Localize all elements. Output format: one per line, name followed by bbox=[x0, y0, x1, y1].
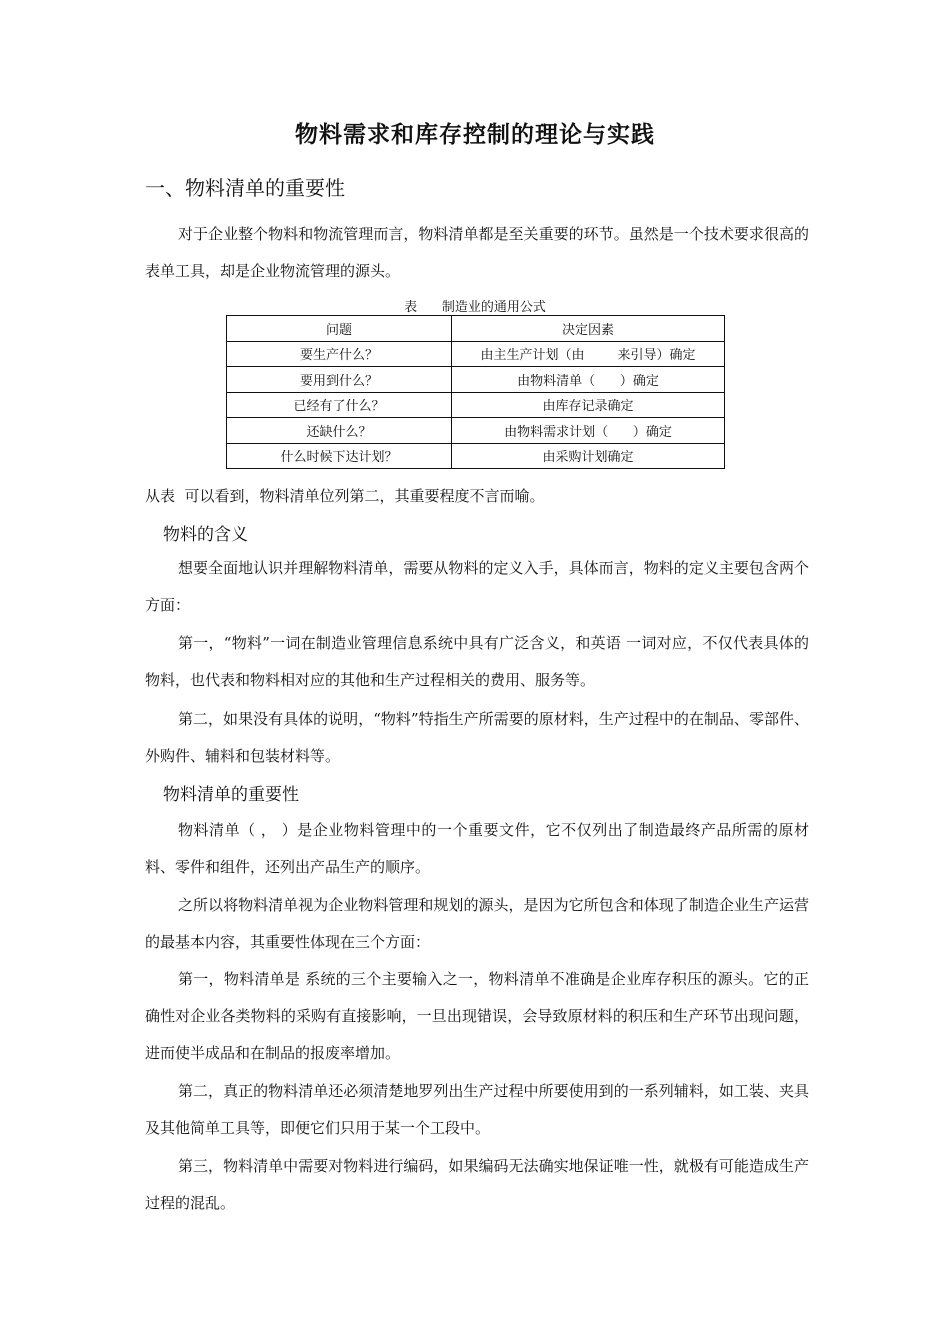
importance-paragraph-1: 物料清单（ ， ）是企业物料管理中的一个重要文件，它不仅列出了制造最终产品所需的原材料、零件和组件，还列出产品生产的顺序。 bbox=[145, 821, 809, 876]
table-row bbox=[227, 418, 725, 444]
table-cell-factor: 由物料清单（ ）确定 bbox=[452, 367, 725, 393]
meaning-paragraph-2: 第一，“物料”一词在制造业管理信息系统中具有广泛含义，和英语 一词对应，不仅代表具体的物料，也代表和物料相对应的其他和生产过程相关的费用、服务等。 bbox=[145, 634, 809, 689]
table-header-row bbox=[227, 316, 725, 342]
table-cell-factor: 由物料需求计划（ ）确定 bbox=[452, 418, 725, 444]
meaning-paragraph-3: 第二，如果没有具体的说明，“物料”特指生产所需要的原材料，生产过程中的在制品、零部件、外购件、辅料和包装材料等。 bbox=[145, 710, 809, 765]
importance-paragraph-4: 第二，真正的物料清单还必须清楚地罗列出生产过程中所要使用到的一系列辅料，如工装、夹具及其他简单工具等，即便它们只用于某一个工段中。 bbox=[145, 1082, 809, 1137]
table-header-cell: 决定因素 bbox=[452, 316, 725, 342]
table-cell-factor: 由主生产计划（由 来引导）确定 bbox=[452, 341, 725, 367]
table-cell-factor: 由采购计划确定 bbox=[452, 443, 725, 469]
table-cell-question: 什么时候下达计划？ bbox=[227, 443, 452, 469]
table-row bbox=[227, 443, 725, 469]
table-reference-sentence: 从表 可以看到，物料清单位列第二，其重要程度不言而喻。 bbox=[145, 487, 545, 505]
importance-paragraph-2: 之所以将物料清单视为企业物料管理和规划的源头，是因为它所包含和体现了制造企业生产运营的最基本内容，其重要性体现在三个方面： bbox=[145, 896, 809, 951]
table-cell-question: 还缺什么？ bbox=[227, 418, 452, 444]
table-caption: 表 制造业的通用公式 bbox=[404, 300, 546, 315]
table-cell-question: 要用到什么？ bbox=[227, 367, 452, 393]
table-cell-factor: 由库存记录确定 bbox=[452, 392, 725, 418]
table-header-cell: 问题 bbox=[227, 316, 452, 342]
importance-paragraph-5: 第三，物料清单中需要对物料进行编码，如果编码无法确实地保证唯一性，就极有可能造成生产过程的混乱。 bbox=[145, 1157, 809, 1212]
subsection-heading-meaning: 物料的含义 bbox=[163, 525, 248, 545]
meaning-paragraph-1: 想要全面地认识并理解物料清单，需要从物料的定义入手，具体而言，物料的定义主要包含两个方面： bbox=[145, 559, 809, 614]
section-heading: 一、物料清单的重要性 bbox=[145, 176, 345, 200]
page-title: 物料需求和库存控制的理论与实践 bbox=[295, 122, 655, 148]
table-cell-question: 要生产什么？ bbox=[227, 341, 452, 367]
table-row bbox=[227, 392, 725, 418]
importance-paragraph-3: 第一，物料清单是 系统的三个主要输入之一，物料清单不准确是企业库存积压的源头。它的正确性对企业各类物料的采购有直接影响，一旦出现错误，会导致原材料的积压和生产环节出现问题，进而使半成品和在制品的报废率增加。 bbox=[145, 970, 809, 1062]
subsection-heading-importance: 物料清单的重要性 bbox=[163, 785, 299, 805]
table-row bbox=[227, 367, 725, 393]
intro-paragraph: 对于企业整个物料和物流管理而言，物料清单都是至关重要的环节。虽然是一个技术要求很高的表单工具，却是企业物流管理的源头。 bbox=[145, 225, 809, 280]
table-cell-question: 已经有了什么？ bbox=[227, 392, 452, 418]
formula-table bbox=[226, 315, 725, 469]
table-row bbox=[227, 341, 725, 367]
